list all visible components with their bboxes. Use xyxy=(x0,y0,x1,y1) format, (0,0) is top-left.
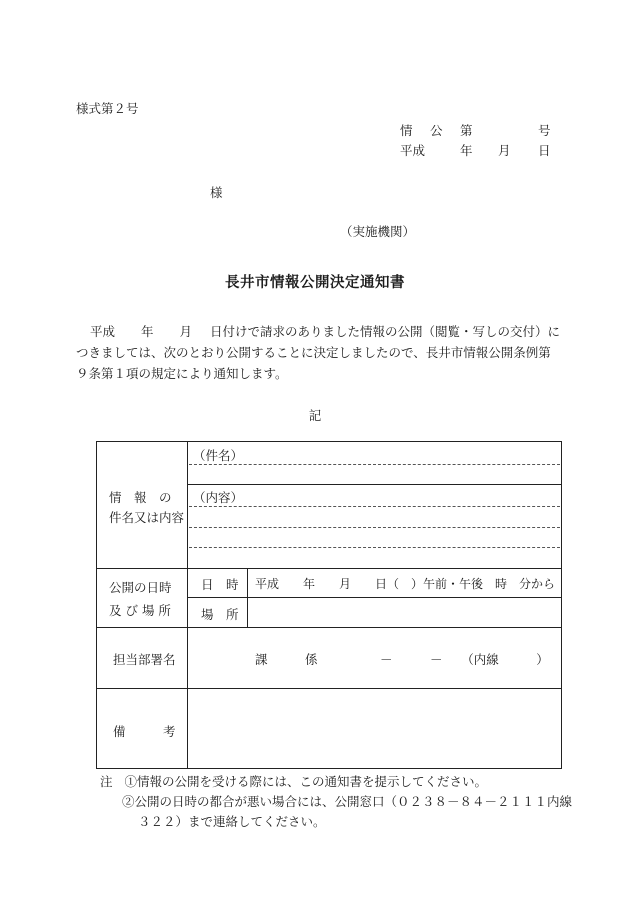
place-label: 場 所 xyxy=(201,607,239,622)
body-paragraph xyxy=(76,321,562,384)
content-dashed-line-1 xyxy=(189,506,560,507)
subject-dashed-line xyxy=(189,464,560,465)
datetime-value: 平成 年 月 日（ ）午前・午後 時 分から xyxy=(255,577,556,591)
date-month: 月 xyxy=(498,143,511,158)
row-divider-1 xyxy=(97,568,562,569)
date-year: 年 xyxy=(460,143,473,158)
content-label: （内容） xyxy=(193,490,244,505)
row-divider-2 xyxy=(97,627,562,628)
note-1 xyxy=(100,772,487,792)
note-prefix: 注 xyxy=(100,774,113,789)
document-title: 長井市情報公開決定通知書 xyxy=(225,274,405,291)
datetime-label: 日 時 xyxy=(201,577,239,592)
content-dashed-line-3 xyxy=(189,547,560,548)
subject-divider xyxy=(187,484,562,485)
date-day: 日 xyxy=(538,143,551,158)
body-era: 平成 xyxy=(90,324,116,339)
schedule-label-1: 公開の日時 xyxy=(109,580,172,595)
body-month: 月 xyxy=(179,324,193,339)
body-year: 年 xyxy=(141,324,154,339)
date-era: 平成 xyxy=(400,143,426,158)
note-2: ②公開の日時の都合が悪い場合には、公開窓口（０２３８－８４－２１１１内線 xyxy=(122,794,573,809)
ki-heading: 記 xyxy=(308,408,322,423)
subject-label: （件名） xyxy=(193,448,244,463)
body-text: 日付けで請求のありました情報の公開（閲覧・写しの交付）につきましては、次のとおり公開することに決定しましたので、長井市情報公開条例第９条第１項の規定により通知します。 xyxy=(76,324,561,381)
ref-dai: 第 xyxy=(460,123,473,138)
label-column-divider xyxy=(187,442,188,769)
schedule-label-2: 及 び 場 所 xyxy=(109,603,171,618)
schedule-divider xyxy=(187,597,562,598)
addressee: 様 xyxy=(210,185,223,200)
implementing-agency: （実施機関） xyxy=(340,224,416,239)
dept-value: 課 係 － － （内線 ） xyxy=(255,652,549,667)
remarks-label: 備 考 xyxy=(113,724,176,739)
details-table xyxy=(96,441,562,769)
form-number: 様式第２号 xyxy=(76,101,139,116)
row-divider-3 xyxy=(97,688,562,689)
ref-go: 号 xyxy=(538,123,551,138)
ref-ko: 公 xyxy=(430,123,443,138)
note-1-text: ①情報の公開を受ける際には、この通知書を提示してください。 xyxy=(124,774,488,789)
info-label-1: 情 報 の xyxy=(109,490,172,505)
note-3: ３２２）まで連絡してください。 xyxy=(138,814,326,829)
info-label-2: 件名又は内容 xyxy=(109,510,185,525)
content-dashed-line-2 xyxy=(189,527,560,528)
dept-label: 担当部署名 xyxy=(113,652,176,667)
ref-jo: 情 xyxy=(400,123,413,138)
